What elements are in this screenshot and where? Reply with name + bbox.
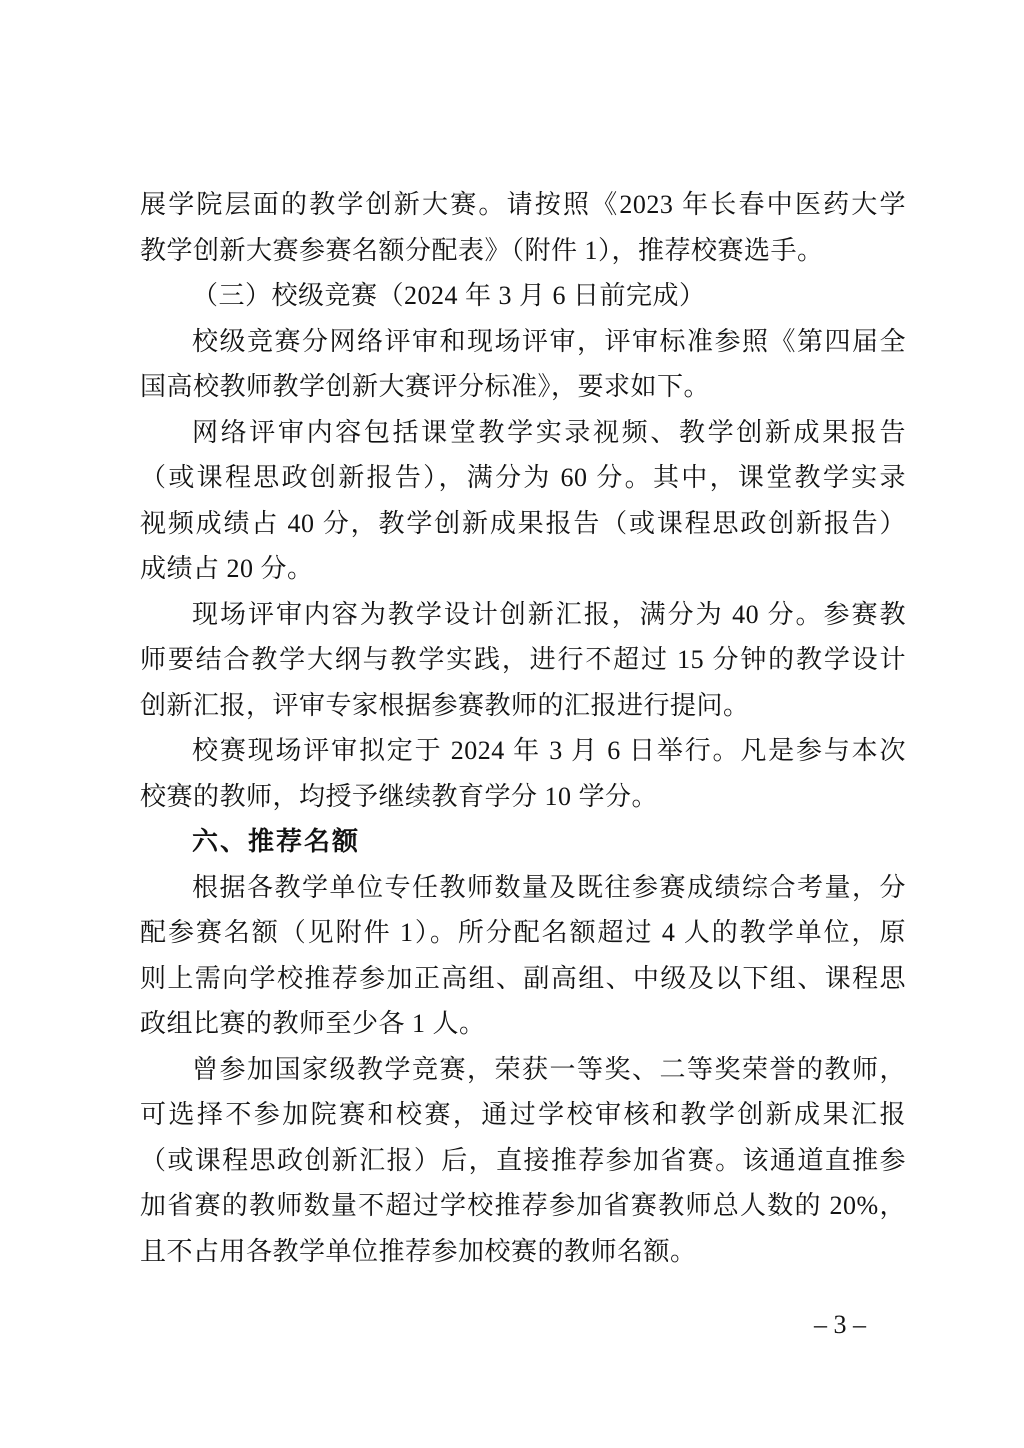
document-line: 曾参加国家级教学竞赛，荣获一等奖、二等奖荣誉的教师， <box>192 1054 906 1084</box>
document-line: 展学院层面的教学创新大赛。请按照《2023 年长春中医药大学 <box>140 190 906 219</box>
document-line: 可选择不参加院赛和校赛，通过学校审核和教学创新成果汇报 <box>140 1100 906 1129</box>
document-line: 政组比赛的教师至少各 1 人。 <box>140 1009 486 1038</box>
document-line: 视频成绩占 40 分，教学创新成果报告（或课程思政创新报告） <box>140 508 906 538</box>
document-line: 则上需向学校推荐参加正高组、副高组、中级及以下组、课程思 <box>140 963 906 993</box>
document-line: 现场评审内容为教学设计创新汇报，满分为 40 分。参赛教 <box>192 599 906 629</box>
document-line: 创新汇报，评审专家根据参赛教师的汇报进行提问。 <box>140 690 750 720</box>
page-number: – 3 – <box>814 1310 866 1339</box>
document-line: 且不占用各教学单位推荐参加校赛的教师名额。 <box>140 1236 697 1266</box>
document-line: 校级竞赛分网络评审和现场评审，评审标准参照《第四届全 <box>192 326 906 356</box>
document-line: 校赛现场评审拟定于 2024 年 3 月 6 日举行。凡是参与本次 <box>192 736 906 765</box>
document-line: 加省赛的教师数量不超过学校推荐参加省赛教师总人数的 20%， <box>140 1191 906 1220</box>
document-line: （或课程思政创新报告），满分为 60 分。其中，课堂教学实录 <box>140 463 906 492</box>
document-line: 国高校教师教学创新大赛评分标准》，要求如下。 <box>140 372 711 401</box>
document-line: 教学创新大赛参赛名额分配表》（附件 1），推荐校赛选手。 <box>140 235 824 265</box>
document-line: 配参赛名额（见附件 1）。所分配名额超过 4 人的教学单位，原 <box>140 918 906 947</box>
document-line: 校赛的教师，均授予继续教育学分 10 学分。 <box>140 781 659 811</box>
document-line: 师要结合教学大纲与教学实践，进行不超过 15 分钟的教学设计 <box>140 645 906 674</box>
document-line: 根据各教学单位专任教师数量及既往参赛成绩综合考量，分 <box>192 872 906 902</box>
document-line: （或课程思政创新汇报）后，直接推荐参加省赛。该通道直推参 <box>140 1145 906 1175</box>
document-line: （三）校级竞赛（2024 年 3 月 6 日前完成） <box>192 281 706 310</box>
document-line: 成绩占 20 分。 <box>140 554 314 583</box>
text-block <box>140 182 906 1274</box>
document-line: 网络评审内容包括课堂教学实录视频、教学创新成果报告 <box>192 417 906 447</box>
section-heading: 六、推荐名额 <box>192 826 361 856</box>
